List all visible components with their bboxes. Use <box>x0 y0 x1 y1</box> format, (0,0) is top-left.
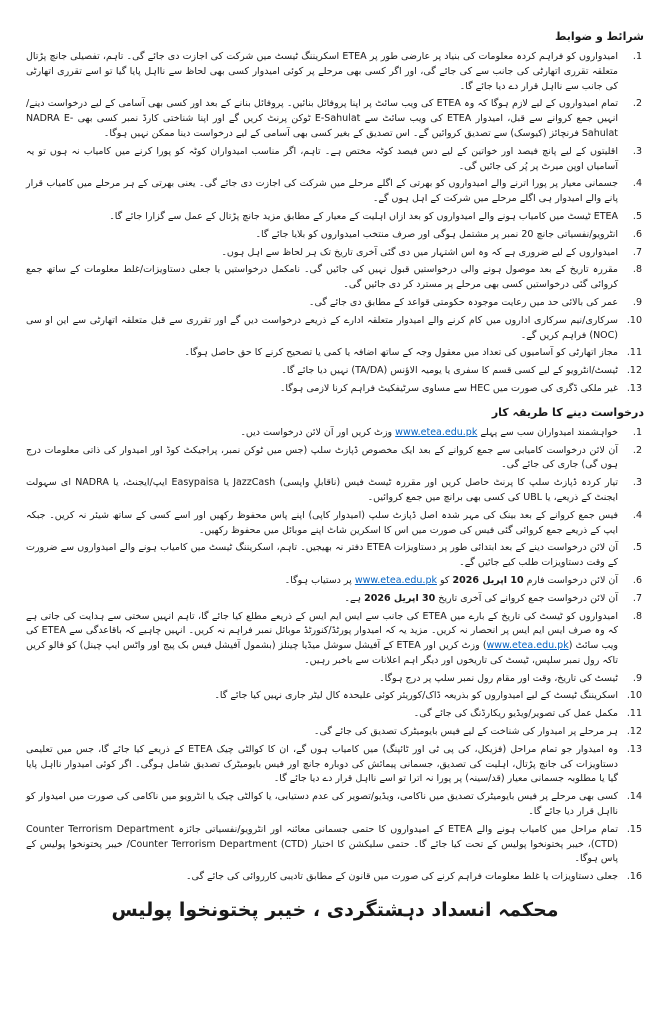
item-number: 11. <box>626 347 642 359</box>
item-text: جعلی دستاویزات یا غلط معلومات فراہم کرنے کی صورت میں قانون کے مطابق تادیبی کارروائی کی جائے گی۔ <box>185 871 618 883</box>
item-number: 11. <box>626 708 642 720</box>
list-item <box>26 743 644 787</box>
item-text: ہر مرحلے پر امیدوار کی شناخت کے لیے فیس بایومیٹرک تصدیق کی جائے گی۔ <box>313 726 618 738</box>
list-item <box>26 50 644 94</box>
item-text: انٹرویو/نفسیاتی جانچ 20 نمبر پر مشتمل ہوگی اور صرف منتخب امیدواروں کو بلایا جائے گا۔ <box>255 228 618 240</box>
item-text: کسی بھی مرحلے پر فیس بایومیٹرک تصدیق میں ناکامی، ویڈیو/تصویر کی عدم دستیابی، یا کوالٹی چیک یا انٹرویو میں ناکامی کی صورت میں امیدوار کو نااہل قرار دیا جائے گا۔ <box>26 791 618 818</box>
item-text: مجاز اتھارٹی کو آسامیوں کی تعداد میں معقول وجہ کے ساتھ اضافہ یا کمی یا تصحیح کرنے کا حق حاصل ہوگا۔ <box>184 347 618 359</box>
list-item <box>26 870 644 885</box>
item-text: تیار کردہ ڈپازٹ سلپ کا پرنٹ حاصل کریں اور مقررہ ٹیسٹ فیس (ناقابلِ واپسی) JazzCash یا Easypaisa ایپ/ایجنٹ، یا NADRA ای سہولت ایجنٹ کے ذریعے، یا UBL کی کسی بھی برانچ میں جمع کروائیں۔ <box>26 477 618 503</box>
list-item <box>26 689 644 704</box>
list-item <box>26 426 644 441</box>
terms-list <box>26 50 644 397</box>
item-number: 7. <box>632 592 642 604</box>
list-item <box>26 476 644 506</box>
item-number: 10. <box>626 314 642 326</box>
item-number: 13. <box>626 382 642 394</box>
item-number: 4. <box>632 178 642 190</box>
item-text: اقلیتوں کے لیے پانچ فیصد اور خواتین کے لیے دس فیصد کوٹہ مختص ہے۔ تاہم، اگر مناسب امیدواران کوٹہ کو پورا کرنے میں کامیاب نہ ہوں تو یہ آسامیاں اوپن میرٹ پر پُر کی جائیں گی۔ <box>26 145 618 172</box>
list-item <box>26 177 644 207</box>
list-item <box>26 346 644 361</box>
item-number: 1. <box>632 51 642 62</box>
item-number: 3. <box>632 477 642 489</box>
item-number: 1. <box>632 426 642 438</box>
item-number: 13. <box>626 743 642 755</box>
item-number: 2. <box>632 444 642 456</box>
list-item <box>26 145 644 175</box>
item-text: مکمل عمل کی تصویر/ویڈیو ریکارڈنگ کی جائے گی۔ <box>413 708 618 720</box>
item-number: 2. <box>632 98 642 110</box>
item-text: اسکریننگ ٹیسٹ کے لیے امیدواروں کو بذریعہ ڈاک/کوریئر کوئی علیحدہ کال لیٹر جاری نہیں کیا جائے گا۔ <box>214 690 618 702</box>
item-text: سرکاری/نیم سرکاری اداروں میں کام کرنے والے امیدوار متعلقہ ادارے کے ذریعے درخواست دیں گے اور تقرری سے قبل متعلقہ اتھارٹی سے این او سی (NOC) فراہم کریں گے۔ <box>26 314 618 341</box>
list-item <box>26 314 644 344</box>
item-number: 12. <box>626 726 642 738</box>
item-text: آن لائن درخواست دینے کے بعد ابتدائی طور پر دستاویزات ETEA دفتر نہ بھیجیں۔ تاہم، اسکریننگ ٹیسٹ میں کامیاب ہونے والے امیدواروں سے ضرورت کے وقت دستاویزات طلب کیے جائیں گے۔ <box>26 542 618 569</box>
item-number: 9. <box>632 296 642 308</box>
item-text: ہے۔ <box>344 592 365 604</box>
item-text: وزٹ کریں اور آن لائن درخواست دیں۔ <box>240 426 396 438</box>
list-item <box>26 97 644 141</box>
item-text: آن لائن درخواست جمع کروانے کی آخری تاریخ <box>435 592 618 604</box>
list-item <box>26 672 644 687</box>
item-text: وہ امیدوار جو تمام مراحل (فزیکل، کی پی ٹی اور ٹائپنگ) میں کامیاب ہوں گے، ان کا کوالٹی چیک ETEA کے ذریعے کیا جائے گا، جس میں تعلیمی دستاویزات کی جانچ پڑتال، اہلیت کی تصدیق، جسمانی پیمائش کی دوبارہ جانچ اور فیس بایومیٹرک تصدیق شامل ہوگی۔ اگر کوئی امیدوار نااہل پایا گیا یا مطلوبہ جسمانی معیار (قد/سینہ) پر پورا نہ اترا تو اسے نااہل قرار دے دیا جائے گا۔ <box>26 743 618 785</box>
item-number: 10. <box>626 690 642 702</box>
item-number: 6. <box>632 574 642 586</box>
list-item <box>26 610 644 669</box>
list-item <box>26 592 644 607</box>
item-text: کو <box>437 574 453 586</box>
item-text: خواہشمند امیدواران سب سے پہلے <box>477 426 618 438</box>
item-text: ) وزٹ کریں اور ETEA کے آفیشل سوشل میڈیا چینلز (بشمول آفیشل فیس بک پیج اور واٹس ایپ چینل) کو فالو کریں تاکہ رول نمبر سلپس، ٹیسٹ کی تاریخوں اور دیگر اہم اعلانات سے باخبر رہیں۔ <box>26 640 618 666</box>
list-item <box>26 790 644 820</box>
item-text: مقررہ تاریخ کے بعد موصول ہونے والی درخواستیں قبول نہیں کی جائیں گی۔ نامکمل درخواستیں یا جعلی دستاویزات/غلط معلومات کے ساتھ جمع کروائی گئی درخواستیں کسی بھی مرحلے پر مسترد کر دی جائیں گی۔ <box>26 264 618 291</box>
item-number: 7. <box>632 246 642 258</box>
list-item <box>26 296 644 311</box>
item-text: ETEA ٹیسٹ میں کامیاب ہونے والے امیدواروں کو بعد ازاں اہلیت کے معیار کے مطابق مزید جانچ پڑتال کے عمل سے گزارا جائے گا۔ <box>109 210 618 222</box>
item-number: 8. <box>632 264 642 276</box>
etea-website-link[interactable]: www.etea.edu.pk <box>354 574 437 586</box>
list-item <box>26 444 644 474</box>
list-item <box>26 574 644 589</box>
item-text: فیس جمع کروانے کے بعد بینک کی مہر شدہ اصل ڈپازٹ سلپ (امیدوار کاپی) اپنے پاس محفوظ رکھیں اور اسے کسی کے ساتھ شیئر نہ کریں۔ جبکہ ایپ کے ذریعے جمع کروائی گئی فیس کی صورت میں اس کا اسکرین شاٹ اپنے موبائل میں محفوظ رکھیں۔ <box>26 509 618 536</box>
item-number: 6. <box>632 228 642 240</box>
item-text: ٹیسٹ کی تاریخ، وقت اور مقام رول نمبر سلپ پر درج ہوگا۔ <box>379 672 618 684</box>
deadline-date: 30 اپریل 2026 <box>364 592 436 604</box>
item-number: 15. <box>626 823 642 835</box>
deadline-date: 10 اپریل 2026 <box>452 574 524 586</box>
list-item <box>26 263 644 293</box>
item-text: تمام مراحل میں کامیاب ہونے والے ETEA کے امیدواروں کا حتمی جسمانی معائنہ اور انٹرویو/نفسیاتی جائزہ Counter Terrorism Department (CTD)، خیبر پختونخوا پولیس کے تحت کیا جائے گا۔ حتمی سلیکشن کا اختیار Counter Terrorism Department (CTD)/ خیبر پختونخوا پولیس کے پاس ہوگا۔ <box>26 823 618 865</box>
footer-department-title: محکمہ انسداد دہشتگردی ، خیبر پختونخوا پولیس <box>111 899 559 922</box>
item-text: تمام امیدواروں کے لیے لازم ہوگا کہ وہ ETEA کی ویب سائٹ پر اپنا پروفائل بنائیں۔ پروفائل بنانے کے بعد اور کسی بھی آسامی کے لیے درخواست دینے/انہیں جمع کروانے سے قبل، امیدوار ETEA کی ویب سائٹ سے E-Sahulat ٹوکن پرنٹ کریں گے اور اپنا شناختی کارڈ نمبر کسی بھی NADRA E-Sahulat فرنچائز (کیوسک) سے تصدیق کروائیں گے۔ اس تصدیق کے بغیر کسی بھی آسامی کے لیے درخواست دینا ممکن نہیں ہوگا۔ <box>26 98 618 139</box>
item-number: 4. <box>632 509 642 521</box>
list-item <box>26 364 644 379</box>
item-number: 5. <box>632 542 642 554</box>
item-text: پر دستیاب ہوگا۔ <box>284 574 355 586</box>
list-item <box>26 541 644 571</box>
list-item <box>26 382 644 397</box>
item-text: امیدواروں کو ٹیسٹ کی تاریخ کے بارے میں ETEA کی جانب سے ایس ایم ایس کے ذریعے مطلع کیا جائے گا، تاہم انہیں سختی سے ہدایت کی جاتی ہے کہ وہ صرف ایس ایم ایس پر انحصار نہ کریں۔ مزید یہ کہ امیدوار پورٹڈ/کنورٹڈ موبائل نمبر فراہم نہ کریں۔ انہیں چاہیے کہ باقاعدگی سے ETEA کی ویب سائٹ ( <box>26 610 619 652</box>
item-text: آن لائن درخواست فارم <box>523 574 618 586</box>
list-item <box>26 707 644 722</box>
item-text: جسمانی معیار پر پورا اترنے والے امیدواروں کو بھرتی کے اگلے مرحلے میں شرکت کی اجازت دی جائے گی۔ یعنی بھرتی کے ہر مرحلے میں کامیاب قرار پانے والے امیدوار ہی اگلے مرحلے میں شرکت کے اہل ہوں گے۔ <box>26 178 618 205</box>
procedure-list <box>26 426 644 885</box>
list-item <box>26 246 644 261</box>
item-text: غیر ملکی ڈگری کی صورت میں HEC سے مساوی سرٹیفکیٹ فراہم کرنا لازمی ہوگا۔ <box>279 382 618 394</box>
list-item <box>26 509 644 539</box>
list-item <box>26 228 644 243</box>
item-text: آن لائن درخواست کامیابی سے جمع کروانے کے بعد ایک مخصوص ڈپازٹ سلپ (جس میں ٹوکن نمبر، پراجیکٹ کوڈ اور امیدوار کی ذاتی معلومات درج ہوں گی) جاری کی جائے گی۔ <box>26 444 618 471</box>
item-number: 8. <box>632 610 642 622</box>
section-heading-procedure: درخواست دینے کا طریقہ کار <box>491 405 644 419</box>
etea-website-link[interactable]: www.etea.edu.pk <box>486 640 569 652</box>
item-text: ٹیسٹ/انٹرویو کے لیے کسی قسم کا سفری یا یومیہ الاؤنس (TA/DA) نہیں دیا جائے گا۔ <box>281 365 618 377</box>
item-number: 12. <box>626 365 642 377</box>
list-item <box>26 725 644 740</box>
item-number: 16. <box>626 871 642 883</box>
etea-website-link[interactable]: www.etea.edu.pk <box>395 426 478 438</box>
item-number: 3. <box>632 145 642 157</box>
list-item <box>26 210 644 225</box>
item-text: امیدواروں کو فراہم کردہ معلومات کی بنیاد پر عارضی طور پر ETEA اسکریننگ ٹیسٹ میں شرکت کی اجازت دی جائے گی۔ تاہم، تفصیلی جانچ پڑتال متعلقہ تقرری اتھارٹی کی جانب سے کی جائے گی، اور اگر کسی بھی مرحلے پر کوئی امیدوار کسی بھی لحاظ سے نااہل پایا گیا تو اسے تقرری اتھارٹی کی جانب سے نااہل قرار دے دیا جائے گا۔ <box>26 51 618 92</box>
item-number: 14. <box>626 791 642 803</box>
item-number: 5. <box>632 210 642 222</box>
item-number: 9. <box>632 672 642 684</box>
item-text: امیدواروں کے لیے ضروری ہے کہ وہ اس اشتہار میں دی گئی آخری تاریخ تک ہر لحاظ سے اہل ہوں۔ <box>221 246 618 258</box>
item-text: عمر کی بالائی حد میں رعایت موجودہ حکومتی قواعد کے مطابق دی جائے گی۔ <box>308 296 618 308</box>
section-heading-terms: شرائط و ضوابط <box>554 30 644 43</box>
list-item <box>26 823 644 867</box>
